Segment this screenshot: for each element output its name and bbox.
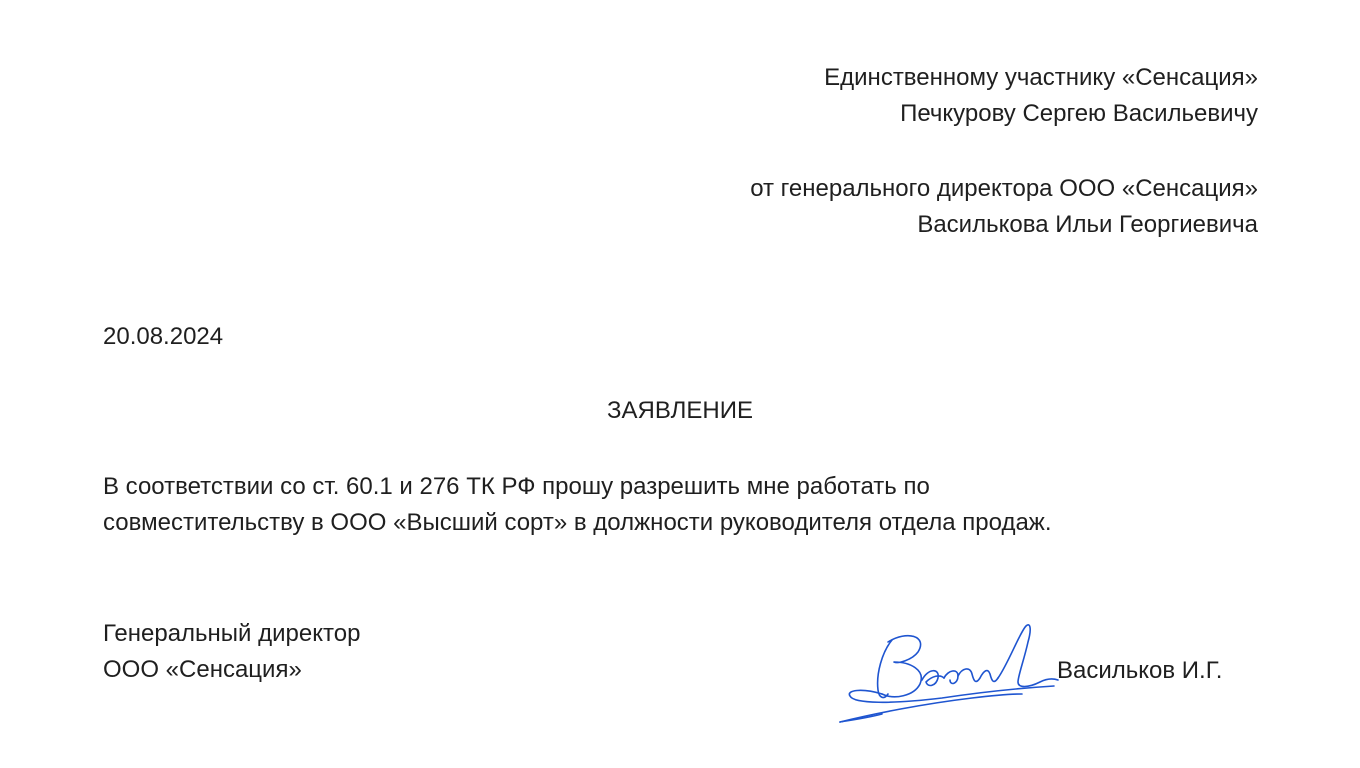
recipient-block [824,60,1258,132]
signer-position-block [103,616,360,688]
body-line-1: В соответствии со ст. 60.1 и 276 ТК РФ прошу разрешить мне работать по [103,473,930,500]
handwritten-signature [832,612,1072,732]
document-title: ЗАЯВЛЕНИЕ [607,397,753,424]
sender-block [750,171,1258,243]
sender-line-1: от генерального директора ООО «Сенсация» [750,175,1258,202]
body-line-2: совместительству в ООО «Высший сорт» в должности руководителя отдела продаж. [103,509,1052,536]
document-body [103,469,1263,541]
document-date: 20.08.2024 [103,323,224,350]
signer-name: Васильков И.Г. [1057,657,1223,684]
recipient-line-2: Печкурову Сергею Васильевичу [900,100,1258,127]
signer-position-line-1: Генеральный директор [103,620,361,647]
signer-position-line-2: ООО «Сенсация» [103,656,302,683]
recipient-line-1: Единственному участнику «Сенсация» [824,64,1258,91]
sender-line-2: Василькова Ильи Георгиевича [917,211,1258,238]
